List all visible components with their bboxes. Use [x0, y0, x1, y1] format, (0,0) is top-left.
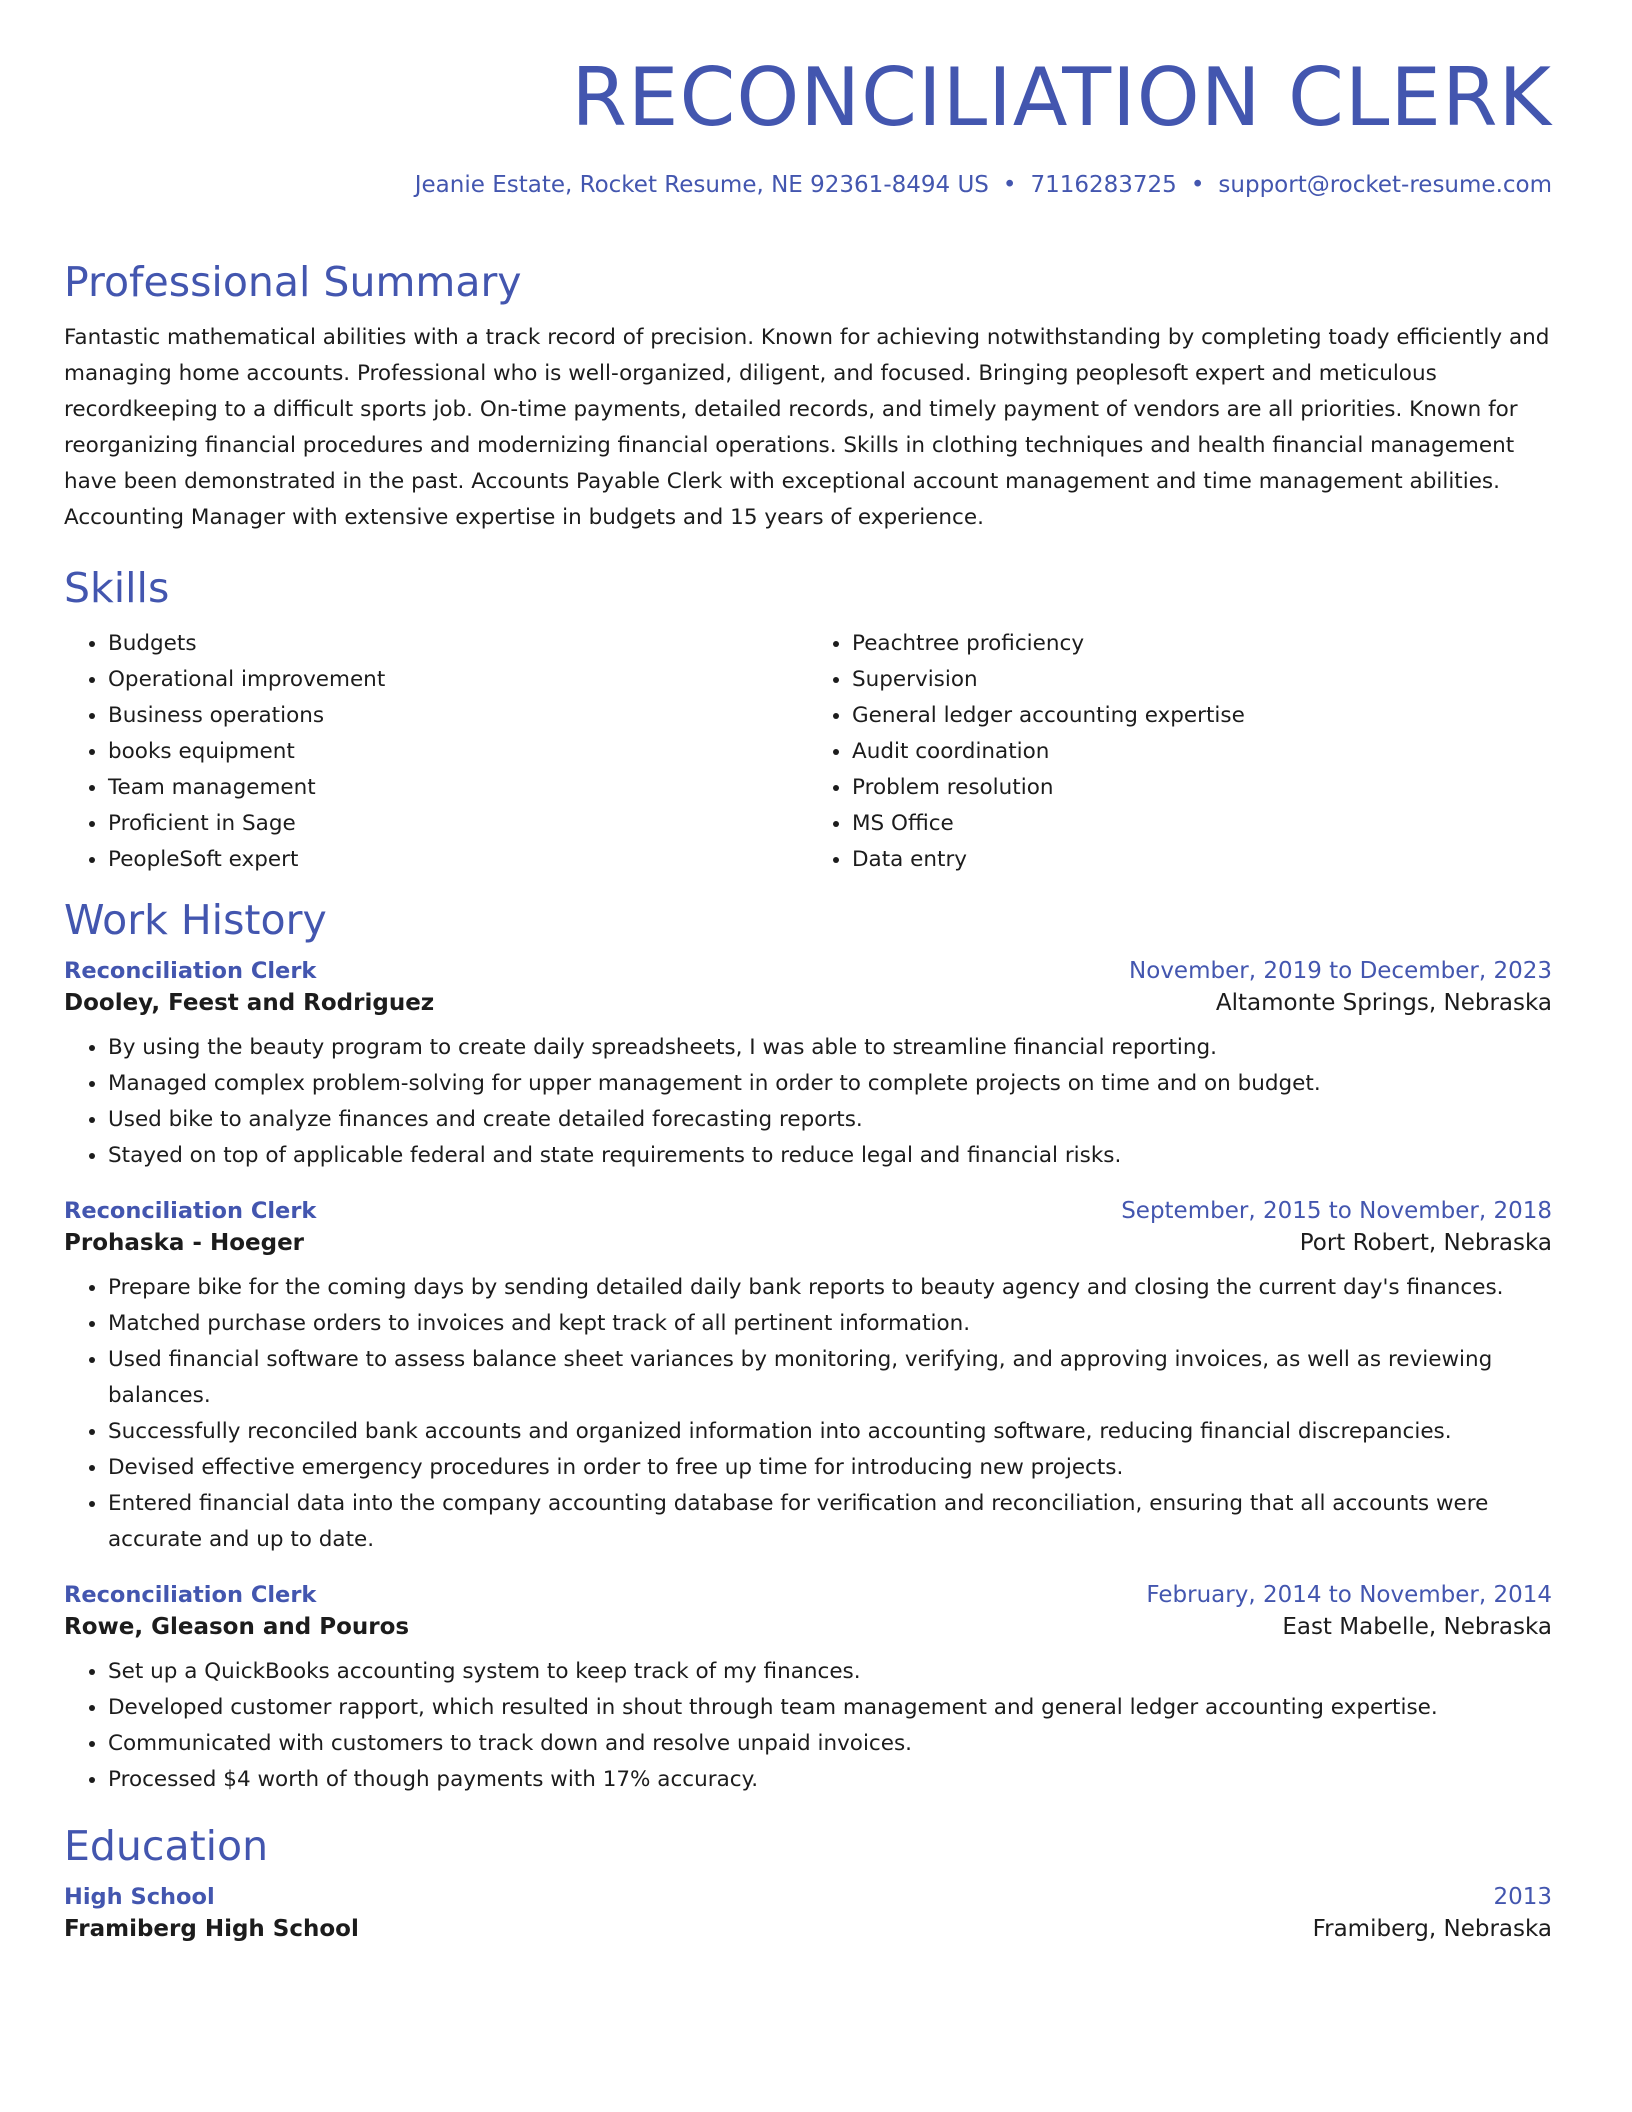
skills-column-left [64, 626, 808, 878]
job-bullets [64, 1654, 1552, 1798]
job-dates: November, 2019 to December, 2023 [1129, 958, 1552, 984]
job-bullet: • Successfully reconciled bank accounts and organized information into accounting software, reducing financial discrepancies. [108, 1414, 1552, 1450]
job-bullet: • Matched purchase orders to invoices and kept track of all pertinent information. [108, 1306, 1552, 1342]
job-bullet: • Processed $4 worth of though payments with 17% accuracy. [108, 1762, 1552, 1798]
job-dates: February, 2014 to November, 2014 [1146, 1582, 1552, 1608]
job-title: Reconciliation Clerk [64, 1198, 317, 1224]
job-bullet: • Devised effective emergency procedures in order to free up time for introducing new projects. [108, 1450, 1552, 1486]
job-bullet: • Used bike to analyze finances and create detailed forecasting reports. [108, 1102, 1552, 1138]
job-entry [64, 1198, 1552, 1558]
graduation-year: 2013 [1493, 1884, 1552, 1910]
address: Jeanie Estate, Rocket Resume, NE 92361-8494 US [414, 172, 989, 198]
job-bullets [64, 1270, 1552, 1558]
education-entry [64, 1884, 1552, 1942]
employer: Prohaska - Hoeger [64, 1230, 305, 1256]
job-bullets [64, 1030, 1552, 1174]
skills-heading: Skills [64, 564, 170, 612]
resume-body [64, 258, 1552, 1966]
job-bullet: • Set up a QuickBooks accounting system to keep track of my finances. [108, 1654, 1552, 1690]
skill-item: • MS Office [852, 806, 1552, 842]
employer: Rowe, Gleason and Pouros [64, 1614, 410, 1640]
skill-item: • Supervision [852, 662, 1552, 698]
candidate-name: RECONCILIATION CLERK [571, 51, 1552, 144]
phone: 7116283725 [1030, 172, 1177, 198]
skill-item: • Data entry [852, 842, 1552, 878]
employer: Dooley, Feest and Rodriguez [64, 990, 435, 1016]
skill-item: • Operational improvement [108, 662, 808, 698]
job-bullet: • Used financial software to assess balance sheet variances by monitoring, verifying, and approving invoices, as well as reviewing balances. [108, 1342, 1552, 1414]
job-location: Altamonte Springs, Nebraska [1215, 990, 1552, 1016]
job-bullet: • Entered financial data into the company accounting database for verification and reconciliation, ensuring that all accounts were accurate and up to date. [108, 1486, 1552, 1558]
contact-line [64, 172, 1552, 198]
skills-list [64, 626, 1552, 878]
skill-item: • PeopleSoft expert [108, 842, 808, 878]
job-bullet: • Communicated with customers to track down and resolve unpaid invoices. [108, 1726, 1552, 1762]
school-name: Framiberg High School [64, 1916, 359, 1942]
skill-item: • Problem resolution [852, 770, 1552, 806]
job-bullet: • Managed complex problem-solving for upper management in order to complete projects on time and on budget. [108, 1066, 1552, 1102]
job-location: East Mabelle, Nebraska [1282, 1614, 1552, 1640]
skill-item: • General ledger accounting expertise [852, 698, 1552, 734]
skill-item: • Business operations [108, 698, 808, 734]
job-bullet: • Stayed on top of applicable federal and state requirements to reduce legal and financial risks. [108, 1138, 1552, 1174]
job-entry [64, 958, 1552, 1174]
work-history-heading: Work History [64, 896, 327, 944]
separator: • [1190, 172, 1205, 198]
skill-item: • Audit coordination [852, 734, 1552, 770]
job-title: Reconciliation Clerk [64, 958, 317, 984]
job-bullet: • Prepare bike for the coming days by sending detailed daily bank reports to beauty agency and closing the current day's finances. [108, 1270, 1552, 1306]
education-heading: Education [64, 1822, 269, 1870]
skill-item: • Peachtree proficiency [852, 626, 1552, 662]
job-title: Reconciliation Clerk [64, 1582, 317, 1608]
skill-item: • Budgets [108, 626, 808, 662]
job-bullet: • By using the beauty program to create daily spreadsheets, I was able to streamline financial reporting. [108, 1030, 1552, 1066]
job-entry [64, 1582, 1552, 1798]
school-location: Framiberg, Nebraska [1312, 1916, 1552, 1942]
skill-item: • Proficient in Sage [108, 806, 808, 842]
degree: High School [64, 1884, 215, 1910]
job-location: Port Robert, Nebraska [1299, 1230, 1552, 1256]
resume-header [64, 52, 1552, 198]
skill-item: • Team management [108, 770, 808, 806]
summary-heading: Professional Summary [64, 258, 522, 306]
summary-text: Fantastic mathematical abilities with a track record of precision. Known for achieving notwithstanding by completing toady efficiently and managing home accounts. Professional who is well-organized, diligent, and focused. Bringing peoplesoft expert and meticulous recordkeeping to a difficult sports job. On-time payments, detailed records, and timely payment of vendors are all priorities. Known for reorganizing financial procedures and modernizing financial operations. Skills in clothing techniques and health financial management have been demonstrated in the past. Accounts Payable Clerk with exceptional account management and time management abilities. Accounting Manager with extensive expertise in budgets and 15 years of experience. [64, 325, 1550, 530]
job-bullet: • Developed customer rapport, which resulted in shout through team management and general ledger accounting expertise. [108, 1690, 1552, 1726]
skill-item: • books equipment [108, 734, 808, 770]
job-dates: September, 2015 to November, 2018 [1121, 1198, 1552, 1224]
skills-column-right [808, 626, 1552, 878]
email-link[interactable]: support@rocket-resume.com [1218, 172, 1552, 198]
separator: • [1002, 172, 1017, 198]
